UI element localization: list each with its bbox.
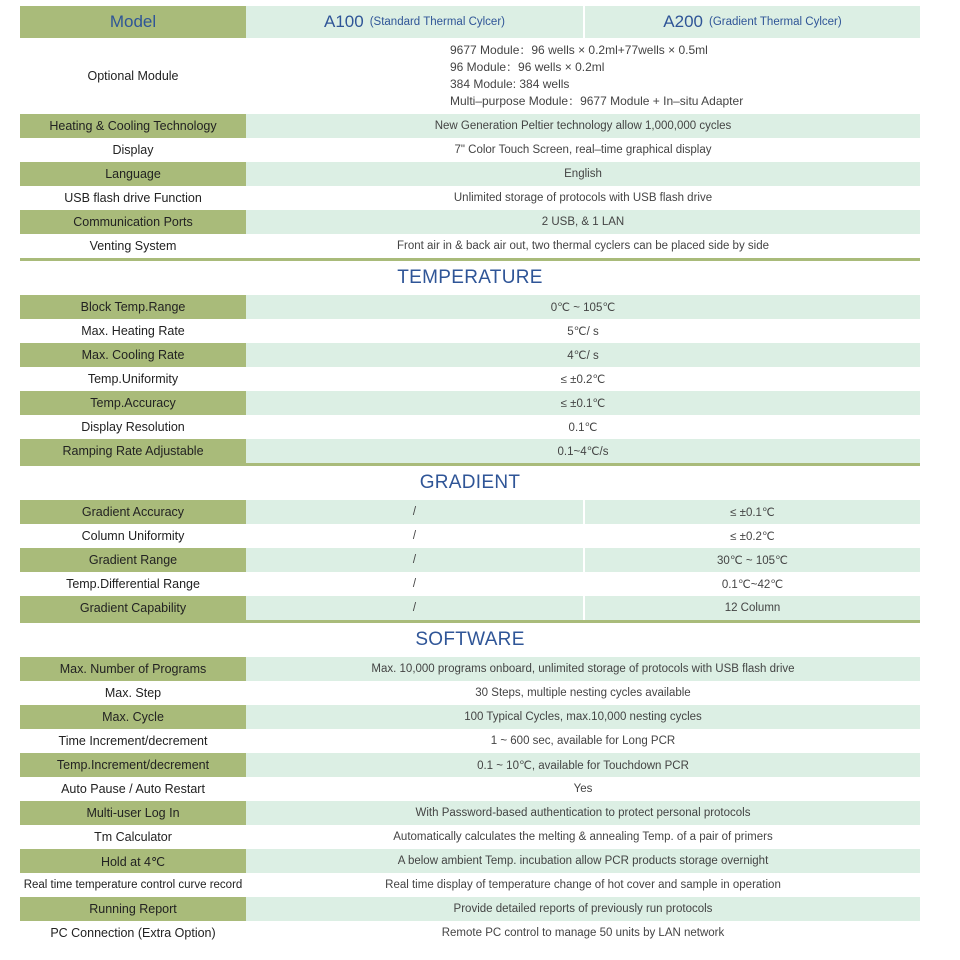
list-item: 9677 Module：96 wells × 0.2ml+77wells × 0.5ml [450, 43, 708, 57]
section-title-temperature: TEMPERATURE [20, 258, 920, 295]
row-value-a200: ≤ ±0.1℃ [583, 500, 920, 524]
table-row [20, 319, 920, 343]
row-value-a100: / [246, 572, 583, 596]
table-row [20, 729, 920, 753]
row-label: Communication Ports [20, 210, 246, 234]
row-value: 0.1~4℃/s [246, 439, 920, 463]
row-value: 1 ~ 600 sec, available for Long PCR [246, 729, 920, 753]
row-label: Venting System [20, 234, 246, 258]
a200-desc: (Gradient Thermal Cylcer) [708, 16, 842, 28]
row-label: PC Connection (Extra Option) [20, 921, 246, 945]
table-row [20, 753, 920, 777]
table-row [20, 295, 920, 319]
row-value: ≤ ±0.2℃ [246, 367, 920, 391]
row-value-a100: / [246, 548, 583, 572]
row-value: ≤ ±0.1℃ [246, 391, 920, 415]
row-label: Gradient Accuracy [20, 500, 246, 524]
row-label: Display Resolution [20, 415, 246, 439]
row-value-a200: 0.1℃~42℃ [583, 572, 920, 596]
row-value: English [246, 162, 920, 186]
row-value-a200: 30℃ ~ 105℃ [583, 548, 920, 572]
a100-name: A100 [324, 12, 364, 31]
row-value-a200: ≤ ±0.2℃ [583, 524, 920, 548]
row-value-a100: / [246, 500, 583, 524]
row-value: 4℃/ s [246, 343, 920, 367]
row-value: 100 Typical Cycles, max.10,000 nesting cycles [246, 705, 920, 729]
row-label: Display [20, 138, 246, 162]
row-label: Temp.Accuracy [20, 391, 246, 415]
row-value: 0℃ ~ 105℃ [246, 295, 920, 319]
table-row [20, 873, 920, 897]
optional-module-list [246, 38, 920, 114]
table-row [20, 138, 920, 162]
table-row [20, 681, 920, 705]
row-value: Real time display of temperature change of hot cover and sample in operation [246, 873, 920, 897]
row-value: Remote PC control to manage 50 units by LAN network [246, 921, 920, 945]
row-label: Multi-user Log In [20, 801, 246, 825]
row-value: Provide detailed reports of previously run protocols [246, 897, 920, 921]
list-item: 384 Module: 384 wells [450, 77, 570, 91]
table-row [20, 801, 920, 825]
row-label: Temp.Differential Range [20, 572, 246, 596]
table-row [20, 210, 920, 234]
row-value: With Password-based authentication to protect personal protocols [246, 801, 920, 825]
table-row [20, 705, 920, 729]
row-value: New Generation Peltier technology allow 1,000,000 cycles [246, 114, 920, 138]
table-row [20, 657, 920, 681]
row-label: Max. Step [20, 681, 246, 705]
table-row [20, 921, 920, 945]
table-row [20, 572, 920, 596]
row-value-a100: / [246, 596, 583, 620]
row-value-a100: / [246, 524, 583, 548]
section-title-software: SOFTWARE [20, 620, 920, 657]
table-row [20, 186, 920, 210]
row-value: 5℃/ s [246, 319, 920, 343]
table-row [20, 367, 920, 391]
table-row [20, 114, 920, 138]
row-label: Temp.Increment/decrement [20, 753, 246, 777]
list-item: Multi–purpose Module：9677 Module + In–situ Adapter [450, 94, 744, 108]
row-value: Automatically calculates the melting & annealing Temp. of a pair of primers [246, 825, 920, 849]
table-row [20, 415, 920, 439]
row-value: 0.1℃ [246, 415, 920, 439]
table-header-row [20, 6, 920, 38]
table-row [20, 596, 920, 620]
row-label: Tm Calculator [20, 825, 246, 849]
row-value: A below ambient Temp. incubation allow PCR products storage overnight [246, 849, 920, 873]
table-row [20, 825, 920, 849]
row-label: Max. Number of Programs [20, 657, 246, 681]
table-row [20, 548, 920, 572]
row-label: Max. Cooling Rate [20, 343, 246, 367]
row-label: Optional Module [20, 38, 246, 114]
row-value: 7" Color Touch Screen, real–time graphical display [246, 138, 920, 162]
row-value: Max. 10,000 programs onboard, unlimited storage of protocols with USB flash drive [246, 657, 920, 681]
row-label: Gradient Range [20, 548, 246, 572]
row-label: Block Temp.Range [20, 295, 246, 319]
table-row [20, 897, 920, 921]
row-value: Unlimited storage of protocols with USB flash drive [246, 186, 920, 210]
row-label: Max. Heating Rate [20, 319, 246, 343]
row-label: Temp.Uniformity [20, 367, 246, 391]
row-label: Max. Cycle [20, 705, 246, 729]
row-value-a200: 12 Column [583, 596, 920, 620]
a100-header [246, 6, 583, 38]
table-row [20, 162, 920, 186]
table-row [20, 439, 920, 463]
row-label: Column Uniformity [20, 524, 246, 548]
a200-name: A200 [663, 12, 703, 31]
a100-desc: (Standard Thermal Cylcer) [369, 16, 505, 28]
row-value: 2 USB, & 1 LAN [246, 210, 920, 234]
table-row [20, 849, 920, 873]
table-row [20, 777, 920, 801]
row-value: Front air in & back air out, two thermal cyclers can be placed side by side [246, 234, 920, 258]
row-label: Gradient Capability [20, 596, 246, 620]
row-value: 30 Steps, multiple nesting cycles available [246, 681, 920, 705]
table-row [20, 391, 920, 415]
row-label: Auto Pause / Auto Restart [20, 777, 246, 801]
model-header: Model [20, 6, 246, 38]
spec-table [20, 6, 920, 945]
table-row [20, 234, 920, 258]
row-label: Running Report [20, 897, 246, 921]
table-row [20, 524, 920, 548]
row-label: Real time temperature control curve record [20, 873, 246, 897]
list-item: 96 Module：96 wells × 0.2ml [450, 60, 605, 74]
a200-header [583, 6, 920, 38]
table-row [20, 343, 920, 367]
row-value: 0.1 ~ 10℃, available for Touchdown PCR [246, 753, 920, 777]
row-label: Hold at 4℃ [20, 849, 246, 873]
row-label: Language [20, 162, 246, 186]
table-row-optional-module [20, 38, 920, 114]
row-value: Yes [246, 777, 920, 801]
section-title-gradient: GRADIENT [20, 463, 920, 500]
row-label: Time Increment/decrement [20, 729, 246, 753]
row-label: Heating & Cooling Technology [20, 114, 246, 138]
row-label: USB flash drive Function [20, 186, 246, 210]
table-row [20, 500, 920, 524]
row-label: Ramping Rate Adjustable [20, 439, 246, 463]
